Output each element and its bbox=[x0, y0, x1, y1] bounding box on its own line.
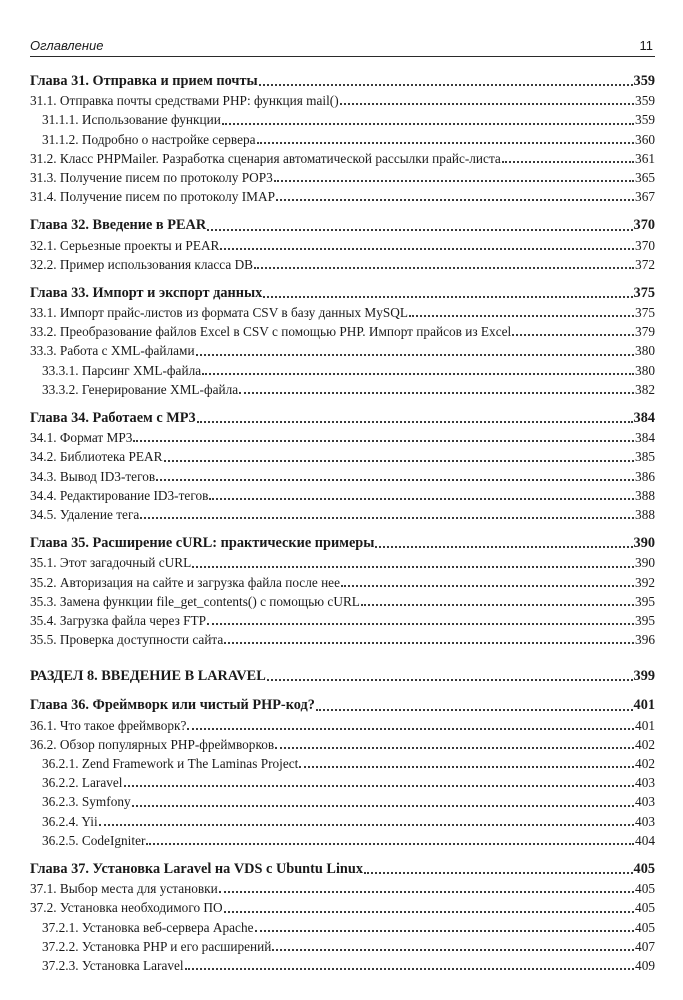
dot-leader bbox=[255, 929, 635, 932]
toc-entry-page: 405 bbox=[635, 900, 655, 916]
toc-entry-title: 33.3.1. Парсинг XML-файла bbox=[42, 362, 202, 378]
toc-entry-page: 359 bbox=[635, 93, 655, 109]
dot-leader bbox=[502, 160, 634, 163]
dot-leader bbox=[254, 266, 634, 269]
dot-leader bbox=[275, 746, 634, 749]
toc-entry-page: 375 bbox=[635, 305, 655, 321]
toc-entry-page: 409 bbox=[635, 957, 655, 973]
toc-entry-sec[interactable] bbox=[30, 322, 655, 341]
toc-entry-page: 388 bbox=[635, 506, 655, 522]
dot-leader bbox=[409, 314, 634, 317]
dot-leader bbox=[257, 141, 634, 144]
dot-leader bbox=[299, 765, 634, 768]
toc-entry-sub[interactable] bbox=[30, 956, 655, 975]
toc-entry-page: 372 bbox=[635, 256, 655, 272]
toc-entry-page: 360 bbox=[635, 131, 655, 147]
toc-entry-page: 403 bbox=[635, 794, 655, 810]
toc-entry-page: 405 bbox=[633, 860, 655, 877]
dot-leader bbox=[263, 295, 632, 298]
toc-entry-sec[interactable] bbox=[30, 467, 655, 486]
dot-leader bbox=[220, 247, 634, 250]
dot-leader bbox=[197, 420, 633, 423]
toc-entry-page: 395 bbox=[635, 593, 655, 609]
dot-leader bbox=[146, 842, 634, 845]
toc-entry-page: 385 bbox=[635, 449, 655, 465]
toc-entry-page: 375 bbox=[633, 284, 655, 301]
toc-entry-page: 390 bbox=[635, 555, 655, 571]
toc-entry-sec[interactable] bbox=[30, 592, 655, 611]
toc-entry-page: 386 bbox=[635, 468, 655, 484]
dot-leader bbox=[99, 823, 634, 826]
toc-entry-title: 31.4. Получение писем по протоколу IMAP bbox=[30, 189, 275, 205]
dot-leader bbox=[140, 516, 634, 519]
table-of-contents bbox=[30, 72, 655, 975]
toc-entry-sub[interactable] bbox=[30, 361, 655, 380]
toc-entry-sub[interactable] bbox=[30, 380, 655, 399]
toc-entry-title: 37.2.1. Установка веб-сервера Apache bbox=[42, 919, 254, 935]
dot-leader bbox=[239, 391, 634, 394]
header-title: Оглавление bbox=[30, 38, 104, 53]
toc-entry-page: 403 bbox=[635, 775, 655, 791]
toc-entry-sec[interactable] bbox=[30, 91, 655, 110]
toc-entry-title: 37.1. Выбор места для установки bbox=[30, 881, 218, 897]
toc-entry-title: 36.2.2. Laravel bbox=[42, 775, 123, 791]
toc-entry-chap[interactable] bbox=[30, 72, 655, 91]
toc-entry-sec[interactable] bbox=[30, 716, 655, 735]
toc-entry-page: 392 bbox=[635, 574, 655, 590]
toc-entry-title: 36.2. Обзор популярных PHP-фреймворков bbox=[30, 736, 275, 752]
toc-entry-title: Глава 33. Импорт и экспорт данных bbox=[30, 284, 263, 301]
toc-entry-sub[interactable] bbox=[30, 110, 655, 129]
toc-entry-title: 32.2. Пример использования класса DB bbox=[30, 256, 254, 272]
toc-entry-title: 31.1.2. Подробно о настройке сервера bbox=[42, 131, 256, 147]
toc-entry-page: 380 bbox=[635, 362, 655, 378]
toc-entry-page: 384 bbox=[635, 430, 655, 446]
toc-entry-title: 31.1. Отправка почты средствами PHP: функция mail() bbox=[30, 93, 339, 109]
dot-leader bbox=[276, 198, 634, 201]
toc-entry-page: 405 bbox=[635, 881, 655, 897]
toc-entry-sec[interactable] bbox=[30, 341, 655, 360]
toc-entry-title: Глава 35. Расширение cURL: практические примеры bbox=[30, 535, 375, 552]
dot-leader bbox=[187, 727, 634, 730]
toc-entry-page: 379 bbox=[635, 324, 655, 340]
dot-leader bbox=[274, 179, 634, 182]
toc-entry-title: 34.4. Редактирование ID3-тегов bbox=[30, 487, 209, 503]
toc-entry-sec[interactable] bbox=[30, 553, 655, 572]
toc-entry-title: 35.1. Этот загадочный cURL bbox=[30, 555, 192, 571]
toc-entry-title: Глава 31. Отправка и прием почты bbox=[30, 73, 258, 89]
toc-entry-title: РАЗДЕЛ 8. ВВЕДЕНИЕ В LARAVEL bbox=[30, 668, 266, 685]
toc-entry-title: 31.3. Получение писем по протоколу POP3 bbox=[30, 169, 273, 185]
toc-entry-title: 33.3. Работа с XML-файлами bbox=[30, 343, 195, 359]
toc-entry-sec[interactable] bbox=[30, 505, 655, 524]
toc-entry-page: 404 bbox=[635, 832, 655, 848]
toc-entry-title: 36.1. Что такое фреймворк? bbox=[30, 717, 187, 733]
toc-entry-title: 37.2.3. Установка Laravel bbox=[42, 957, 184, 973]
toc-entry-title: 33.1. Импорт прайс-листов из формата CSV в базу данных MySQL bbox=[30, 305, 409, 321]
running-header bbox=[30, 36, 655, 57]
toc-entry-title: 31.1.1. Использование функции bbox=[42, 112, 221, 128]
toc-entry-page: 395 bbox=[635, 612, 655, 628]
dot-leader bbox=[209, 497, 634, 500]
toc-entry-chap[interactable] bbox=[30, 409, 655, 428]
toc-entry-title: Глава 34. Работаем с MP3 bbox=[30, 410, 196, 426]
dot-leader bbox=[132, 804, 634, 807]
toc-entry-title: Глава 32. Введение в PEAR bbox=[30, 217, 207, 234]
toc-entry-page: 399 bbox=[633, 668, 655, 685]
dot-leader bbox=[375, 545, 632, 548]
toc-entry-title: 35.3. Замена функции file_get_contents() с помощью cURL bbox=[30, 593, 360, 609]
dot-leader bbox=[259, 83, 633, 86]
dot-leader bbox=[222, 122, 634, 125]
toc-entry-chap[interactable] bbox=[30, 216, 655, 235]
dot-leader bbox=[196, 353, 634, 356]
dot-leader bbox=[361, 603, 634, 606]
toc-entry-page: 403 bbox=[635, 813, 655, 829]
toc-entry-title: 33.3.2. Генерирование XML-файла bbox=[42, 381, 239, 397]
toc-entry-page: 365 bbox=[635, 169, 655, 185]
toc-entry-sec[interactable] bbox=[30, 573, 655, 592]
toc-entry-sub[interactable] bbox=[30, 937, 655, 956]
dot-leader bbox=[124, 784, 635, 787]
toc-entry-page: 359 bbox=[635, 112, 655, 128]
toc-entry-sec[interactable] bbox=[30, 255, 655, 274]
toc-entry-title: 36.2.3. Symfony bbox=[42, 794, 131, 810]
toc-entry-title: 34.3. Вывод ID3-тегов bbox=[30, 468, 156, 484]
dot-leader bbox=[224, 910, 634, 913]
toc-entry-sec[interactable] bbox=[30, 428, 655, 447]
toc-entry-chap[interactable] bbox=[30, 860, 655, 879]
toc-entry-sec[interactable] bbox=[30, 447, 655, 466]
toc-entry-page: 361 bbox=[635, 150, 655, 166]
toc-entry-page: 396 bbox=[635, 632, 655, 648]
toc-entry-sec[interactable] bbox=[30, 236, 655, 255]
dot-leader bbox=[156, 478, 634, 481]
toc-entry-title: Глава 37. Установка Laravel на VDS с Ubuntu Linux bbox=[30, 860, 363, 877]
toc-entry-title: 36.2.5. CodeIgniter bbox=[42, 832, 146, 848]
toc-entry-title: 31.2. Класс PHPMailer. Разработка сценария автоматической рассылки прайс-листа bbox=[30, 150, 501, 166]
toc-entry-sub[interactable] bbox=[30, 130, 655, 149]
dot-leader bbox=[207, 622, 634, 625]
toc-entry-title: 34.2. Библиотека PEAR bbox=[30, 449, 163, 465]
toc-entry-title: 37.2.2. Установка PHP и его расширений bbox=[42, 938, 272, 954]
toc-entry-title: 34.5. Удаление тега bbox=[30, 506, 140, 522]
toc-entry-page: 402 bbox=[635, 756, 655, 771]
dot-leader bbox=[219, 890, 634, 893]
toc-entry-sec[interactable] bbox=[30, 630, 655, 649]
dot-leader bbox=[133, 439, 634, 442]
toc-entry-sec[interactable] bbox=[30, 303, 655, 322]
toc-entry-chap[interactable] bbox=[30, 534, 655, 553]
toc-entry-title: 35.2. Авторизация на сайте и загрузка файла после нее bbox=[30, 574, 340, 590]
toc-entry-sub[interactable] bbox=[30, 754, 655, 773]
toc-entry-sub[interactable] bbox=[30, 792, 655, 811]
toc-entry-part[interactable] bbox=[30, 667, 655, 686]
toc-entry-title: 34.1. Формат MP3 bbox=[30, 430, 133, 446]
toc-entry-sec[interactable] bbox=[30, 735, 655, 754]
toc-entry-page: 382 bbox=[635, 381, 655, 397]
toc-entry-sub[interactable] bbox=[30, 773, 655, 792]
toc-entry-chap[interactable] bbox=[30, 696, 655, 715]
dot-leader bbox=[272, 948, 634, 951]
toc-entry-sub[interactable] bbox=[30, 831, 655, 850]
toc-entry-sec[interactable] bbox=[30, 168, 655, 187]
toc-entry-page: 370 bbox=[635, 237, 655, 253]
toc-entry-page: 401 bbox=[633, 697, 655, 714]
dot-leader bbox=[164, 459, 635, 462]
toc-entry-title: 35.4. Загрузка файла через FTP bbox=[30, 612, 207, 628]
toc-entry-title: 35.5. Проверка доступности сайта bbox=[30, 632, 224, 648]
dot-leader bbox=[316, 708, 633, 711]
dot-leader bbox=[340, 102, 634, 105]
toc-entry-title: 37.2. Установка необходимого ПО bbox=[30, 900, 223, 916]
dot-leader bbox=[267, 678, 633, 681]
toc-entry-sec[interactable] bbox=[30, 187, 655, 206]
toc-entry-title: 32.1. Серьезные проекты и PEAR bbox=[30, 237, 220, 253]
dot-leader bbox=[364, 871, 633, 874]
toc-entry-page: 405 bbox=[635, 919, 655, 935]
toc-entry-page: 370 bbox=[633, 217, 655, 234]
dot-leader bbox=[192, 565, 634, 568]
dot-leader bbox=[185, 967, 634, 970]
toc-entry-page: 401 bbox=[635, 717, 655, 733]
dot-leader bbox=[341, 584, 634, 587]
toc-entry-sec[interactable] bbox=[30, 879, 655, 898]
dot-leader bbox=[224, 641, 634, 644]
toc-entry-title: 36.2.4. Yii bbox=[42, 813, 98, 829]
toc-entry-sub[interactable] bbox=[30, 918, 655, 937]
toc-entry-title: Глава 36. Фреймворк или чистый PHP-код? bbox=[30, 697, 315, 714]
toc-entry-page: 384 bbox=[633, 410, 655, 426]
toc-entry-page: 402 bbox=[635, 736, 655, 752]
toc-entry-page: 359 bbox=[633, 73, 655, 89]
toc-entry-sec[interactable] bbox=[30, 611, 655, 630]
toc-entry-page: 390 bbox=[633, 535, 655, 552]
header-page-number: 11 bbox=[639, 38, 653, 53]
toc-entry-page: 407 bbox=[635, 938, 655, 954]
toc-entry-sec[interactable] bbox=[30, 898, 655, 917]
toc-entry-sub[interactable] bbox=[30, 812, 655, 831]
dot-leader bbox=[207, 228, 632, 231]
dot-leader bbox=[202, 372, 634, 375]
toc-entry-chap[interactable] bbox=[30, 284, 655, 303]
toc-entry-sec[interactable] bbox=[30, 486, 655, 505]
toc-entry-title: 33.2. Преобразование файлов Excel в CSV с помощью PHP. Импорт прайсов из Excel bbox=[30, 324, 512, 340]
toc-entry-title: 36.2.1. Zend Framework и The Laminas Project bbox=[42, 756, 299, 771]
toc-entry-page: 380 bbox=[635, 343, 655, 359]
toc-entry-page: 388 bbox=[635, 487, 655, 503]
toc-entry-page: 367 bbox=[635, 189, 655, 205]
dot-leader bbox=[512, 333, 634, 336]
toc-entry-sec[interactable] bbox=[30, 149, 655, 168]
